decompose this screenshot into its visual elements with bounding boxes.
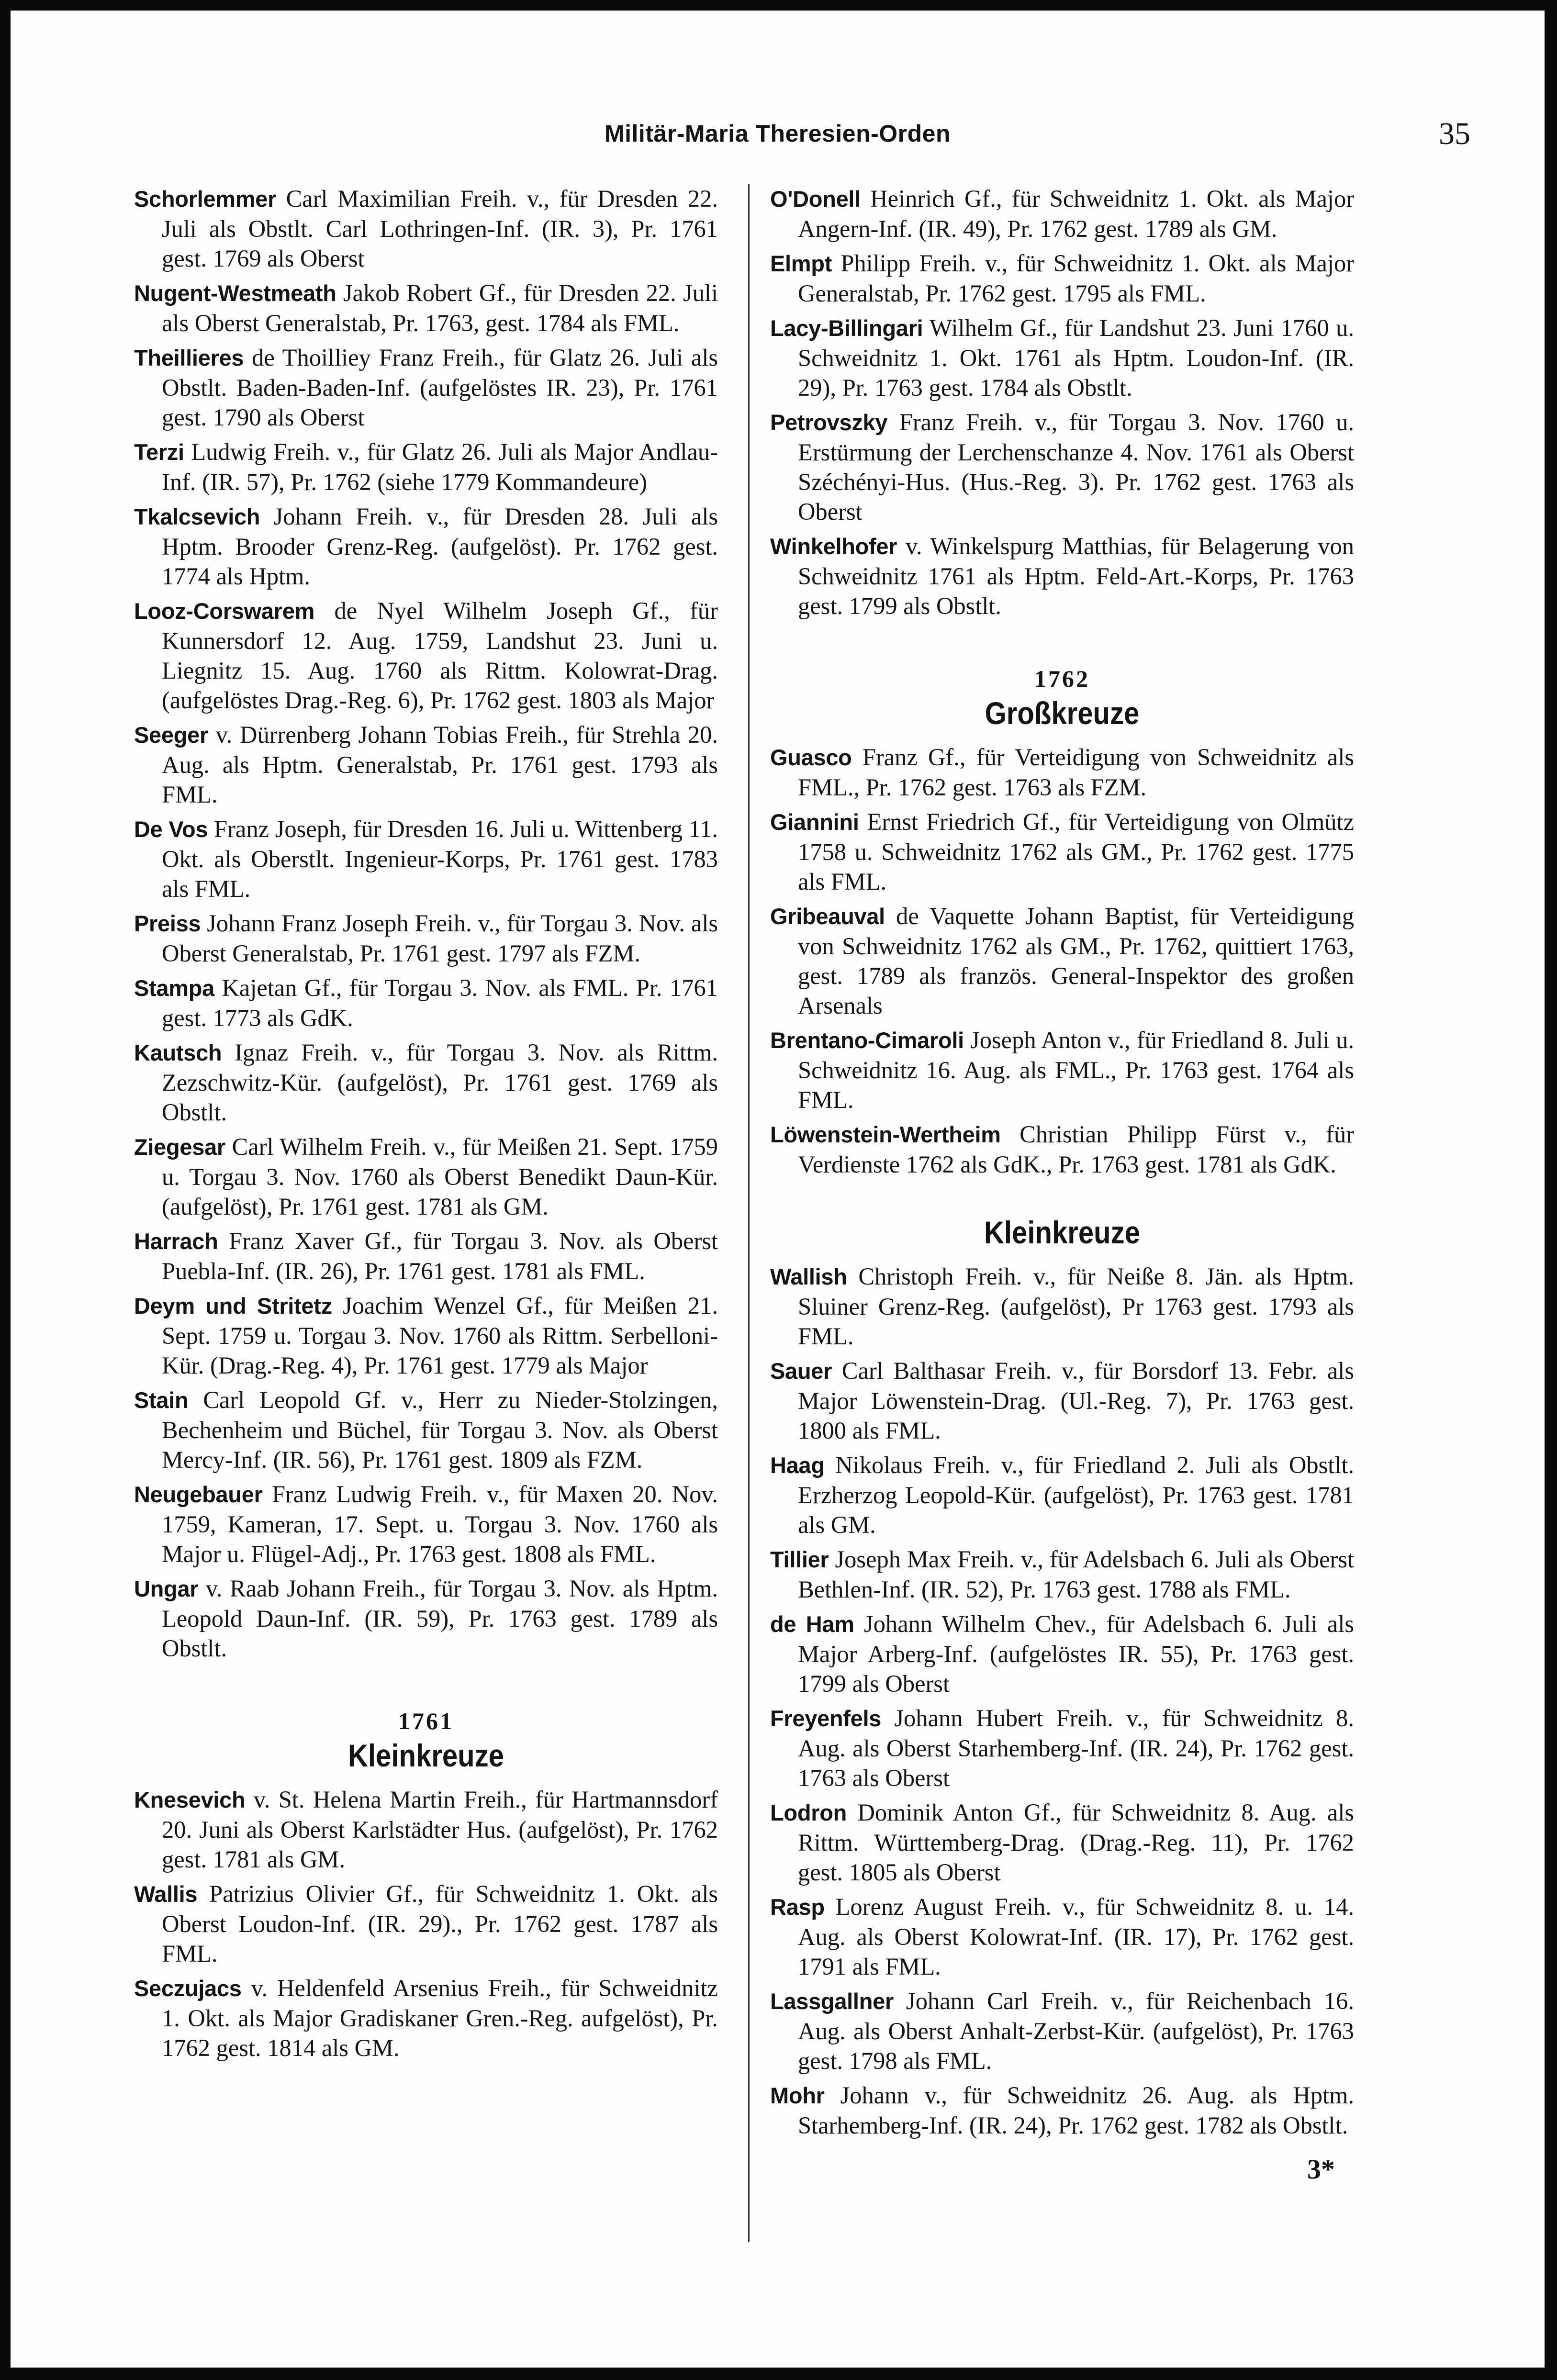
entry-name: Giannini bbox=[770, 809, 859, 835]
entry-name: Gribeauval bbox=[770, 904, 885, 929]
entry-name: Deym und Stritetz bbox=[134, 1293, 332, 1318]
section-heading: Kleinkreuze bbox=[984, 1215, 1141, 1250]
entry-text: v. Raab Johann Freih., für Torgau 3. Nov. als Hptm. Leopold Daun-Inf. (IR. 59), Pr. 1763 gest. 1789 als Obstlt. bbox=[162, 1575, 718, 1662]
register-entry bbox=[134, 814, 718, 904]
register-entry bbox=[770, 807, 1354, 896]
left-column bbox=[134, 184, 718, 2067]
register-entry bbox=[134, 1879, 718, 1968]
register-entry bbox=[770, 248, 1354, 308]
entry-text: Carl Balthasar Freih. v., für Borsdorf 13. Febr. als Major Löwenstein-Drag. (Ul.-Reg. 7), Pr. 1763 gest. 1800 als FML. bbox=[798, 1357, 1354, 1444]
register-entry bbox=[134, 908, 718, 968]
entry-list bbox=[770, 184, 1354, 621]
entry-text: Wilhelm Gf., für Landshut 23. Juni 1760 u. Schweidnitz 1. Okt. 1761 als Hptm. Loudon-Inf. (IR. 29), Pr. 1763 gest. 1784 als Obstlt. bbox=[798, 314, 1354, 401]
register-entry bbox=[134, 1973, 718, 2063]
entry-text: Jakob Robert Gf., für Dresden 22. Juli als Oberst Generalstab, Pr. 1763, gest. 1784 als FML. bbox=[162, 279, 718, 336]
entry-name: De Vos bbox=[134, 816, 208, 842]
page-number: 35 bbox=[1439, 116, 1470, 151]
register-entry bbox=[770, 407, 1354, 526]
entry-name: Schorlemmer bbox=[134, 186, 277, 212]
register-entry bbox=[770, 1703, 1354, 1793]
entry-name: Winkelhofer bbox=[770, 534, 897, 559]
register-entry bbox=[134, 502, 718, 591]
entry-list bbox=[134, 1785, 718, 2063]
entry-name: Knesevich bbox=[134, 1787, 246, 1812]
entry-name: Freyenfels bbox=[770, 1706, 882, 1731]
entry-text: Franz Xaver Gf., für Torgau 3. Nov. als Oberst Puebla-Inf. (IR. 26), Pr. 1761 gest. 1781 als FML. bbox=[162, 1228, 718, 1285]
register-entry bbox=[770, 1544, 1354, 1604]
signature-mark: 3* bbox=[1307, 2154, 1335, 2185]
entry-name: Stain bbox=[134, 1387, 189, 1413]
entry-text: Nikolaus Freih. v., für Friedland 2. Juli als Obstlt. Erzherzog Leopold-Kür. (aufgelöst), Pr. 1763 gest. 1781 als GM. bbox=[798, 1452, 1354, 1538]
entry-list bbox=[770, 1262, 1354, 2140]
register-entry bbox=[134, 1226, 718, 1286]
entry-text: Dominik Anton Gf., für Schweidnitz 8. Aug. als Rittm. Württemberg-Drag. (Drag.-Reg. 11), Pr. 1762 gest. 1805 als Oberst bbox=[798, 1799, 1354, 1886]
entry-text: de Nyel Wilhelm Joseph Gf., für Kunnersdorf 12. Aug. 1759, Landshut 23. Juni u. Liegnitz 15. Aug. 1760 als Rittm. Kolowrat-Drag. (aufgelöstes Drag.-Reg. 6), Pr. 1762 gest. 1803 als Major bbox=[162, 597, 718, 714]
year-heading: 1761 bbox=[398, 1708, 454, 1734]
running-title: Militär-Maria Theresien-Orden bbox=[605, 120, 951, 147]
entry-text: de Vaquette Johann Baptist, für Verteidigung von Schweidnitz 1762 als GM., Pr. 1762, quittiert 1763, gest. 1789 als französ. General-Inspektor des großen Arsenals bbox=[798, 903, 1355, 1019]
year-heading: 1762 bbox=[1034, 665, 1090, 692]
register-entry bbox=[770, 313, 1354, 402]
register-entry bbox=[134, 343, 718, 432]
register-entry bbox=[134, 1291, 718, 1380]
register-entry bbox=[134, 1479, 718, 1569]
register-entry bbox=[134, 184, 718, 273]
entry-name: O'Donell bbox=[770, 186, 861, 212]
page-header bbox=[11, 116, 1545, 163]
register-entry bbox=[134, 1132, 718, 1221]
register-entry bbox=[134, 973, 718, 1033]
entry-text: Franz Ludwig Freih. v., für Maxen 20. Nov. 1759, Kameran, 17. Sept. u. Torgau 3. Nov. 1760 als Major u. Flügel-Adj., Pr. 1763 gest. 1808 als FML. bbox=[162, 1481, 718, 1567]
entry-text: v. Dürrenberg Johann Tobias Freih., für Strehla 20. Aug. als Hptm. Generalstab, Pr. 1761 gest. 1793 als FML. bbox=[162, 721, 718, 808]
entry-text: Philipp Freih. v., für Schweidnitz 1. Okt. als Major Generalstab, Pr. 1762 gest. 1795 als FML. bbox=[798, 250, 1355, 307]
entry-name: Lassgallner bbox=[770, 1989, 894, 2014]
entry-name: Ungar bbox=[134, 1576, 199, 1601]
entry-name: Wallish bbox=[770, 1264, 847, 1289]
entry-name: Haag bbox=[770, 1453, 825, 1478]
entry-name: Harrach bbox=[134, 1229, 218, 1254]
register-entry bbox=[770, 1356, 1354, 1445]
entry-text: Carl Leopold Gf. v., Herr zu Nieder-Stolzingen, Bechenheim und Büchel, für Torgau 3. Nov. als Oberst Mercy-Inf. (IR. 56), Pr. 1761 gest. 1809 als FZM. bbox=[162, 1386, 718, 1473]
register-entry bbox=[134, 720, 718, 809]
entry-text: Ignaz Freih. v., für Torgau 3. Nov. als Rittm. Zezschwitz-Kür. (aufgelöst), Pr. 1761 gest. 1769 als Obstlt. bbox=[162, 1039, 718, 1126]
entry-name: Ziegesar bbox=[134, 1134, 225, 1160]
entry-name: Kautsch bbox=[134, 1040, 222, 1065]
register-entry bbox=[770, 531, 1354, 621]
column-divider bbox=[748, 184, 750, 2242]
register-entry bbox=[770, 2080, 1354, 2140]
right-column bbox=[770, 184, 1354, 2184]
register-entry bbox=[134, 437, 718, 497]
register-entry bbox=[134, 1574, 718, 1663]
register-entry bbox=[770, 1892, 1354, 1981]
entry-text: Ernst Friedrich Gf., für Verteidigung von Olmütz 1758 u. Schweidnitz 1762 als GM., Pr. 1762 gest. 1775 als FML. bbox=[798, 808, 1354, 895]
entry-name: Nugent-Westmeath bbox=[134, 280, 336, 306]
entry-text: Ludwig Freih. v., für Glatz 26. Juli als Major Andlau-Inf. (IR. 57), Pr. 1762 (siehe 1779 Kommandeure) bbox=[162, 438, 718, 495]
entry-text: v. Winkelspurg Matthias, für Belagerung von Schweidnitz 1761 als Hptm. Feld-Art.-Korps, Pr. 1763 gest. 1799 als Obstlt. bbox=[798, 533, 1354, 619]
entry-text: Carl Wilhelm Freih. v., für Meißen 21. Sept. 1759 u. Torgau 3. Nov. 1760 als Oberst Benedikt Daun-Kür. (aufgelöst), Pr. 1761 gest. 1781 als GM. bbox=[162, 1133, 718, 1220]
entry-list bbox=[770, 742, 1354, 1179]
entry-text: Franz Freih. v., für Torgau 3. Nov. 1760 u. Erstürmung der Lerchenschanze 4. Nov. 1761 als Oberst Széchényi-Hus. (Hus.-Reg. 3). Pr. 1762 gest. 1763 als Oberst bbox=[798, 409, 1355, 525]
register-entry bbox=[134, 1385, 718, 1475]
entry-name: de Ham bbox=[770, 1611, 854, 1637]
entry-text: Franz Joseph, für Dresden 16. Juli u. Wittenberg 11. Okt. als Oberstlt. Ingenieur-Korps, Pr. 1761 gest. 1783 als FML. bbox=[162, 816, 718, 902]
entry-name: Tkalcsevich bbox=[134, 504, 260, 529]
register-entry bbox=[134, 278, 718, 338]
section-heading: Kleinkreuze bbox=[347, 1738, 504, 1773]
entry-name: Looz-Corswarem bbox=[134, 598, 315, 624]
entry-text: Johann Wilhelm Chev., für Adelsbach 6. Juli als Major Arberg-Inf. (aufgelöstes IR. 55), Pr. 1763 gest. 1799 als Oberst bbox=[798, 1610, 1354, 1697]
register-entry bbox=[134, 596, 718, 715]
entry-name: Terzi bbox=[134, 439, 184, 465]
entry-text: v. St. Helena Martin Freih., für Hartmannsdorf 20. Juni als Oberst Karlstädter Hus. (aufgelöst), Pr. 1762 gest. 1781 als GM. bbox=[162, 1786, 718, 1873]
entry-name: Sauer bbox=[770, 1358, 832, 1384]
entry-text: Carl Maximilian Freih. v., für Dresden 22. Juli als Obstlt. Carl Lothringen-Inf. (IR. 3), Pr. 1761 gest. 1769 als Oberst bbox=[162, 185, 718, 272]
register-entry bbox=[770, 184, 1354, 244]
entry-text: Patrizius Olivier Gf., für Schweidnitz 1. Okt. als Oberst Loudon-Inf. (IR. 29)., Pr. 1762 gest. 1787 als FML. bbox=[162, 1880, 718, 1967]
entry-name: Stampa bbox=[134, 975, 214, 1001]
entry-name: Seeger bbox=[134, 722, 208, 748]
entry-name: Löwenstein-Wertheim bbox=[770, 1122, 1001, 1147]
section-heading: Großkreuze bbox=[985, 695, 1140, 731]
entry-name: Neugebauer bbox=[134, 1482, 263, 1507]
entry-text: Christian Philipp Fürst v., für Verdienste 1762 als GdK., Pr. 1763 gest. 1781 als GdK. bbox=[798, 1121, 1355, 1178]
entry-text: Johann v., für Schweidnitz 26. Aug. als Hptm. Starhemberg-Inf. (IR. 24), Pr. 1762 gest. 1782 als Obstlt. bbox=[798, 2082, 1355, 2139]
entry-name: Theillieres bbox=[134, 345, 244, 370]
entry-text: Johann Franz Joseph Freih. v., für Torgau 3. Nov. als Oberst Generalstab, Pr. 1761 gest. 1797 als FZM. bbox=[162, 910, 718, 967]
register-entry bbox=[770, 1609, 1354, 1698]
entry-text: Joachim Wenzel Gf., für Meißen 21. Sept. 1759 u. Torgau 3. Nov. 1760 als Rittm. Serbelloni-Kür. (Drag.-Reg. 4), Pr. 1761 gest. 1779 als Major bbox=[162, 1292, 718, 1379]
entry-text: Johann Carl Freih. v., für Reichenbach 16. Aug. als Oberst Anhalt-Zerbst-Kür. (aufgelöst), Pr. 1763 gest. 1798 als FML. bbox=[798, 1988, 1355, 2074]
entry-text: v. Heldenfeld Arsenius Freih., für Schweidnitz 1. Okt. als Major Gradiskaner Gren.-Reg. aufgelöst), Pr. 1762 gest. 1814 als GM. bbox=[162, 1975, 718, 2061]
entry-name: Mohr bbox=[770, 2083, 825, 2108]
entry-text: Johann Hubert Freih. v., für Schweidnitz 8. Aug. als Oberst Starhemberg-Inf. (IR. 24), Pr. 1762 gest. 1763 als Oberst bbox=[798, 1705, 1354, 1791]
register-entry bbox=[134, 1038, 718, 1127]
entry-text: Heinrich Gf., für Schweidnitz 1. Okt. als Major Angern-Inf. (IR. 49), Pr. 1762 gest. 1789 als GM. bbox=[798, 185, 1355, 242]
book-page bbox=[11, 11, 1545, 2368]
register-entry bbox=[770, 1986, 1354, 2076]
entry-text: Kajetan Gf., für Torgau 3. Nov. als FML. Pr. 1761 gest. 1773 als GdK. bbox=[162, 974, 718, 1031]
entry-name: Petrovszky bbox=[770, 410, 888, 435]
entry-name: Seczujacs bbox=[134, 1976, 242, 2001]
entry-list bbox=[134, 184, 718, 1663]
register-entry bbox=[770, 1025, 1354, 1115]
entry-text: Johann Freih. v., für Dresden 28. Juli als Hptm. Brooder Grenz-Reg. (aufgelöst). Pr. 1762 gest. 1774 als Hptm. bbox=[162, 503, 718, 590]
entry-text: Christoph Freih. v., für Neiße 8. Jän. als Hptm. Sluiner Grenz-Reg. (aufgelöst), Pr 1763 gest. 1793 als FML. bbox=[798, 1263, 1354, 1350]
register-entry bbox=[770, 1450, 1354, 1540]
entry-name: Lodron bbox=[770, 1800, 847, 1825]
entry-name: Guasco bbox=[770, 745, 852, 770]
entry-name: Brentano-Cimaroli bbox=[770, 1028, 964, 1053]
entry-text: Franz Gf., für Verteidigung von Schweidnitz als FML., Pr. 1762 gest. 1763 als FZM. bbox=[798, 744, 1355, 801]
register-entry bbox=[770, 901, 1354, 1020]
register-entry bbox=[770, 742, 1354, 802]
entry-text: de Thoilliey Franz Freih., für Glatz 26. Juli als Obstlt. Baden-Baden-Inf. (aufgelöstes IR. 23), Pr. 1761 gest. 1790 als Oberst bbox=[162, 344, 718, 431]
entry-name: Rasp bbox=[770, 1894, 825, 1920]
register-entry bbox=[770, 1119, 1354, 1179]
register-entry bbox=[770, 1262, 1354, 1351]
entry-name: Lacy-Billingari bbox=[770, 315, 923, 341]
entry-name: Tillier bbox=[770, 1547, 829, 1572]
entry-text: Joseph Anton v., für Friedland 8. Juli u. Schweidnitz 16. Aug. als FML., Pr. 1763 gest. 1764 als FML. bbox=[798, 1027, 1355, 1113]
entry-text: Joseph Max Freih. v., für Adelsbach 6. Juli als Oberst Bethlen-Inf. (IR. 52), Pr. 1763 gest. 1788 als FML. bbox=[798, 1546, 1354, 1603]
register-entry bbox=[770, 1798, 1354, 1887]
entry-name: Preiss bbox=[134, 911, 201, 936]
entry-name: Elmpt bbox=[770, 251, 832, 276]
register-entry bbox=[134, 1785, 718, 1874]
entry-text: Lorenz August Freih. v., für Schweidnitz 8. u. 14. Aug. als Oberst Kolowrat-Inf. (IR. 17), Pr. 1762 gest. 1791 als FML. bbox=[798, 1893, 1355, 1980]
entry-name: Wallis bbox=[134, 1881, 198, 1907]
